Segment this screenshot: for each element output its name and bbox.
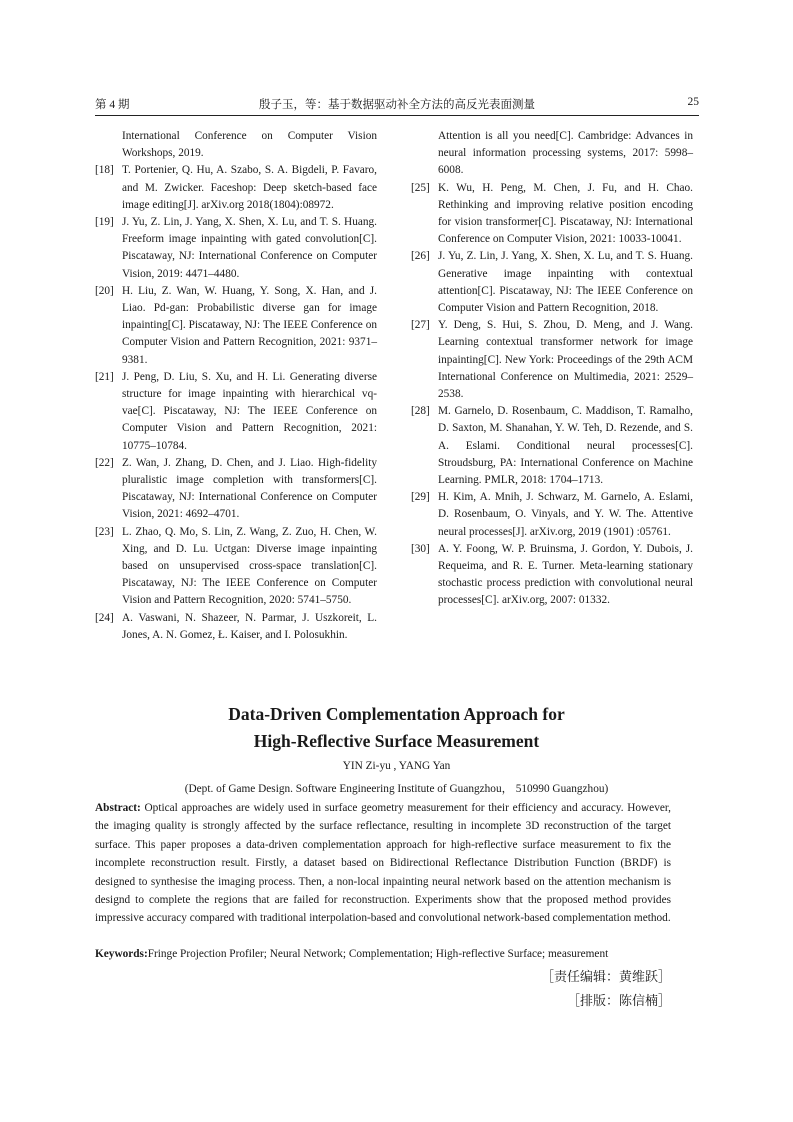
- reference-text: Y. Deng, S. Hui, S. Zhou, D. Meng, and J. Wang. Learning contextual transformer network for image inpainting[C]. New York: Proceedings of the 29th ACM International Conference on Multimedia, 2021: 2529–2538.: [438, 319, 693, 401]
- reference-item: [95, 524, 377, 610]
- reference-number: [25]: [411, 181, 430, 194]
- reference-number: [28]: [411, 405, 430, 418]
- reference-item: [411, 128, 693, 180]
- reference-item: [95, 162, 377, 214]
- reference-text: Z. Wan, J. Zhang, D. Chen, and J. Liao. High-fidelity pluralistic image completion with transformers[C]. Piscataway, NJ: International Conference on Computer Vision, 2021: 4692–4701.: [122, 456, 377, 521]
- keywords-label: Keywords:: [95, 948, 148, 960]
- issue-number: 第 4 期: [95, 99, 130, 111]
- reference-number: [20]: [95, 284, 114, 297]
- reference-text: M. Garnelo, D. Rosenbaum, C. Maddison, T. Ramalho, D. Saxton, M. Shanahan, Y. W. Teh, D. Rezende, and S. A. Eslami. Conditional neural processes[C]. Stroudsburg, PA: International Conference on Machine Learning. PMLR, 2018: 1704–1713.: [438, 405, 693, 487]
- reference-item: [411, 248, 693, 317]
- reference-item: [95, 128, 377, 162]
- reference-item: [411, 489, 693, 541]
- reference-text: J. Yu, Z. Lin, J. Yang, X. Shen, X. Lu, and T. S. Huang. Generative image inpainting with contextual attention[C]. Piscataway, NJ: The IEEE Conference on Computer Vision and Pattern Recognition, 2018.: [438, 250, 693, 315]
- reference-number: [21]: [95, 370, 114, 383]
- layout-editor: ［排版：陈信楠］: [566, 994, 671, 1009]
- abstract-text: Optical approaches are widely used in surface geometry measurement for their efficiency and accuracy. However, the imaging quality is strongly affected by the surface reflectance, resulting in incomplete 3D reconstruction of the target surface. This paper proposes a data-driven complementation approach for high-reflective surface measurement to fix the incomplete reconstruction result. Firstly, a dataset based on Bidirectional Reflectance Distribution Function (BRDF) is designed to synthesise the imaging process. Then, a non-local inpainting neural network based on the attention mechanism is designd to complete the regions that are failed for reconstruction. Experiments show that the proposed method provides impressive accuracy compared with traditional interpolation-based and convolutional network-based complementation method.: [95, 802, 671, 925]
- running-header: [95, 95, 699, 116]
- authors: YIN Zi-yu , YANG Yan: [342, 760, 451, 772]
- reference-text: J. Peng, D. Liu, S. Xu, and H. Li. Generating diverse structure for image inpainting with hierarchical vq-vae[C]. Piscataway, NJ: The IEEE Conference on Computer Vision and Pattern Recognition, 2021: 10775–10784.: [122, 370, 377, 452]
- reference-text: A. Vaswani, N. Shazeer, N. Parmar, J. Uszkoreit, L. Jones, A. N. Gomez, Ł. Kaiser, and I. Polosukhin.: [122, 611, 377, 641]
- reference-number: [26]: [411, 250, 430, 263]
- reference-text: K. Wu, H. Peng, M. Chen, J. Fu, and H. Chao. Rethinking and improving relative position encoding for vision transformer[C]. Piscataway, NJ: International Conference on Computer Vision, 2021: 10033-10041.: [438, 181, 693, 246]
- reference-item: [411, 180, 693, 249]
- reference-text: H. Kim, A. Mnih, J. Schwarz, M. Garnelo, A. Eslami, D. Rosenbaum, O. Vinyals, and Y. W. The. Attentive neural processes[J]. arXiv.org, 2019 (1901) :05761.: [438, 491, 693, 538]
- running-title: 殷子玉，等：基于数据驱动补全方法的高反光表面测量: [259, 99, 535, 111]
- reference-text: T. Portenier, Q. Hu, A. Szabo, S. A. Bigdeli, P. Favaro, and M. Zwicker. Faceshop: Deep sketch-based face image editing[J]. arXiv.org 2018(1804):08972.: [122, 164, 377, 211]
- abstract: [95, 799, 671, 928]
- page-number: 25: [687, 96, 699, 108]
- english-title-line-1: Data-Driven Complementation Approach for: [228, 704, 565, 724]
- reference-number: [24]: [95, 611, 114, 624]
- reference-text: A. Y. Foong, W. P. Bruinsma, J. Gordon, Y. Dubois, J. Requeima, and R. E. Turner. Meta-learning stationary stochastic process prediction with convolutional neural processes[C]. arXiv.org, 2007: 01332.: [438, 542, 693, 607]
- reference-item: [95, 455, 377, 524]
- reference-item: [411, 403, 693, 489]
- reference-number: [18]: [95, 164, 114, 177]
- reference-text: J. Yu, Z. Lin, J. Yang, X. Shen, X. Lu, and T. S. Huang. Freeform image inpainting with gated convolution[C]. Piscataway, NJ: International Conference on Computer Vision, 2019: 4471–4480.: [122, 216, 377, 280]
- reference-number: [27]: [411, 319, 430, 332]
- reference-item: [95, 283, 377, 369]
- reference-text: International Conference on Computer Vision Workshops, 2019.: [122, 130, 377, 160]
- reference-item: [95, 214, 377, 283]
- reference-number: [23]: [95, 525, 114, 538]
- reference-item: [411, 541, 693, 610]
- keywords-text: Fringe Projection Profiler; Neural Network; Complementation; High-reflective Surface; measurement: [147, 948, 609, 960]
- reference-number: [22]: [95, 456, 114, 469]
- responsible-editor: ［责任编辑：黄维跃］: [540, 970, 671, 985]
- reference-item: [95, 610, 377, 644]
- reference-number: [29]: [411, 491, 430, 504]
- references-right-column: [411, 128, 693, 610]
- reference-text: L. Zhao, Q. Mo, S. Lin, Z. Wang, Z. Zuo, H. Chen, W. Xing, and D. Lu. Uctgan: Diverse image inpainting based on unsupervised cross-space translation[C]. Piscataway, NJ: The IEEE Conference on Computer Vision and Pattern Recognition, 2020: 5741–5750.: [122, 525, 377, 607]
- reference-text: Attention is all you need[C]. Cambridge: Advances in neural information processing systems, 2017: 5998–6008.: [438, 130, 693, 177]
- abstract-label: Abstract:: [95, 802, 141, 814]
- reference-number: [19]: [95, 216, 114, 229]
- reference-item: [95, 369, 377, 455]
- english-title-line-2: High-Reflective Surface Measurement: [253, 731, 540, 751]
- references-left-column: [95, 128, 377, 644]
- affiliation: (Dept. of Game Design. Software Engineering Institute of Guangzhou， 510990 Guangzhou): [184, 783, 609, 795]
- reference-item: [411, 317, 693, 403]
- reference-number: [30]: [411, 542, 430, 555]
- keywords: [95, 948, 695, 960]
- reference-text: H. Liu, Z. Wan, W. Huang, Y. Song, X. Han, and J. Liao. Pd-gan: Probabilistic diverse gan for image inpainting[C]. Piscataway, NJ: The IEEE Conference on Computer Vision and Pattern Recognition, 2021: 9371–9381.: [122, 284, 377, 366]
